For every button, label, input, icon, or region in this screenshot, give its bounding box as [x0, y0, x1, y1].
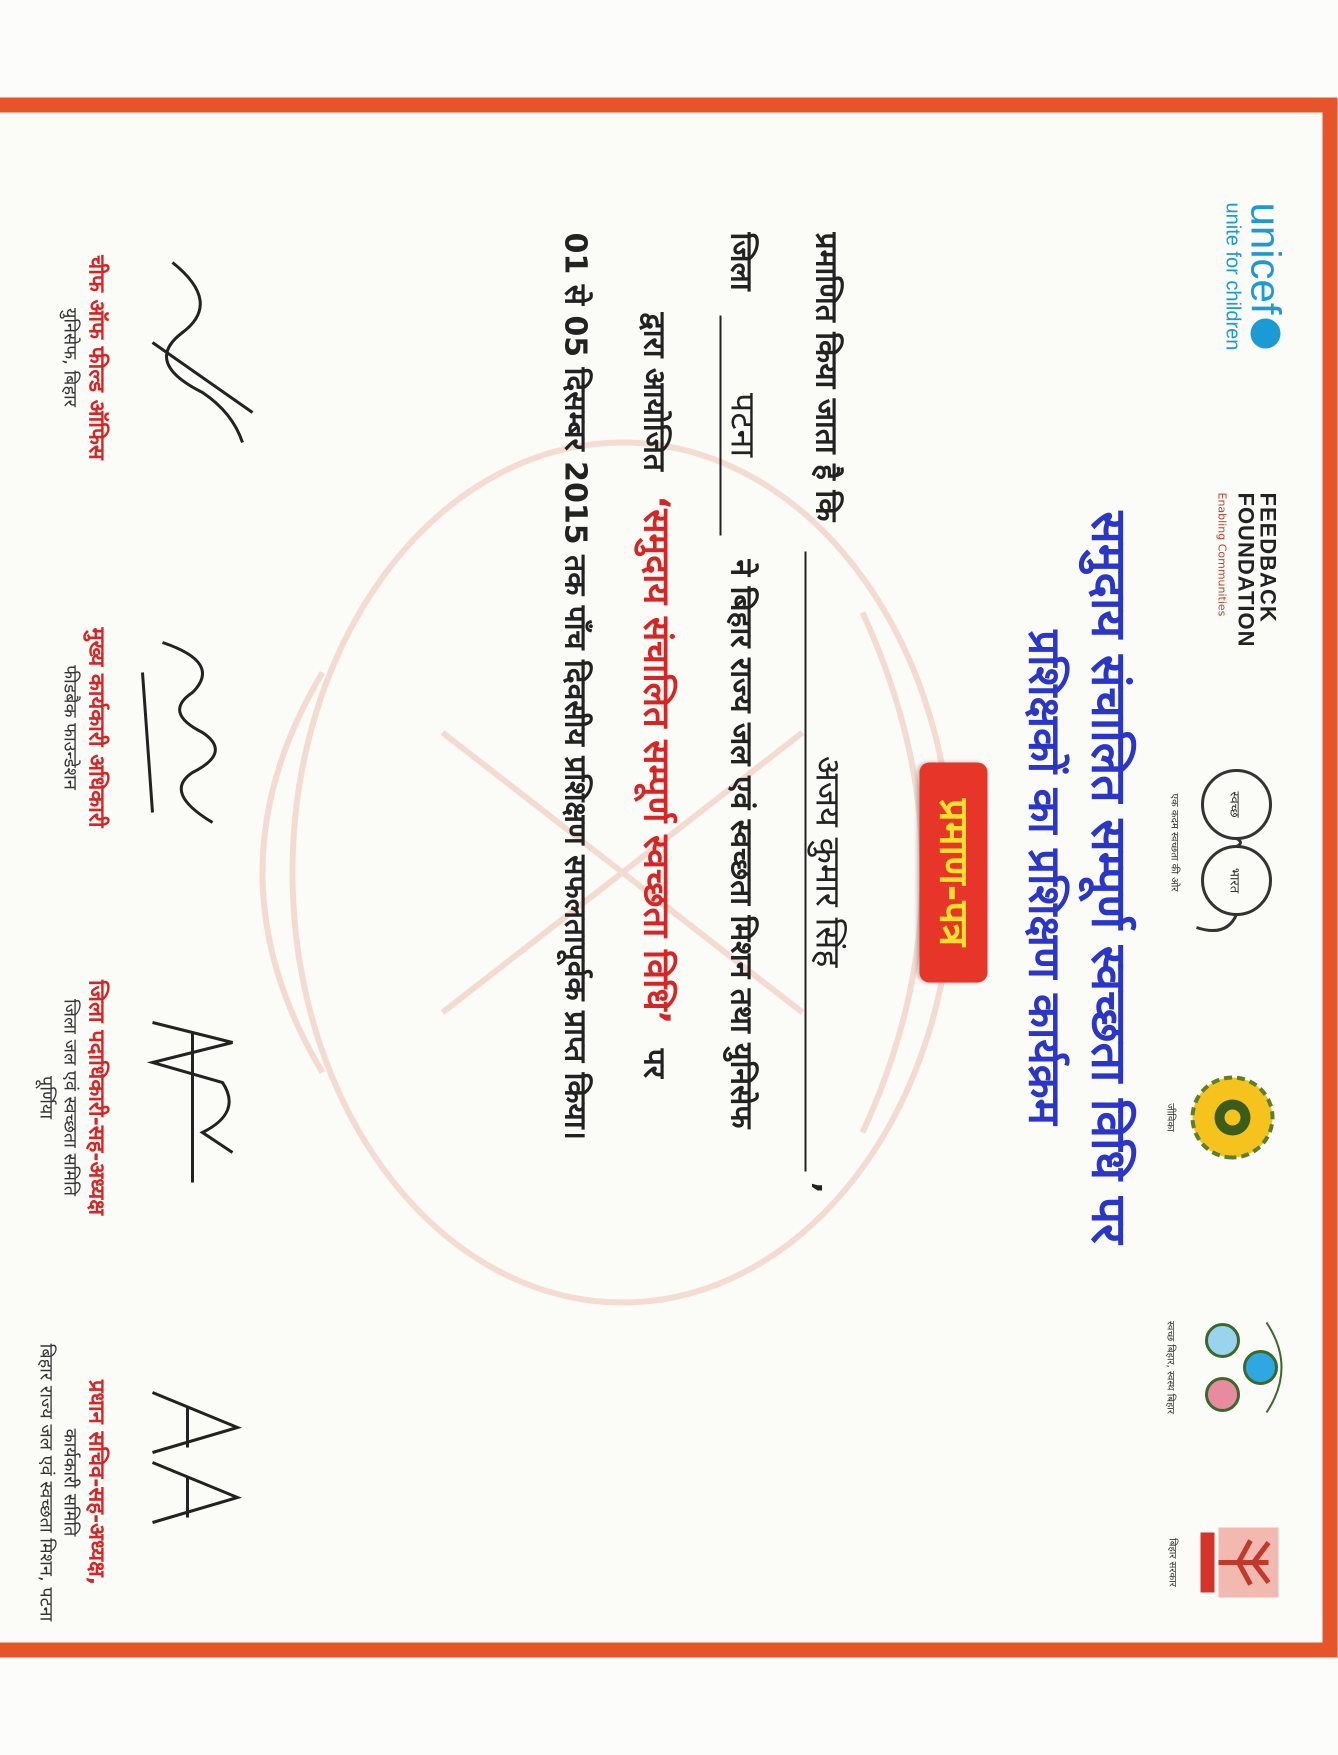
signatory-org: कार्यकारी समिति	[59, 1428, 81, 1537]
feedback-line2: FOUNDATION	[1233, 492, 1259, 648]
body-line-4: 01 से 05 दिसम्बर 2015 तक पाँच दिवसीय प्रशिक्षण सफलतापूर्वक प्राप्त किया।	[557, 232, 593, 1140]
signatory-feedback	[0, 563, 493, 893]
title-line2: प्रशिक्षकों का प्रशिक्षण कार्यक्रम	[1018, 630, 1070, 1125]
water-drops-icon	[1183, 1303, 1287, 1433]
signature-mark	[123, 613, 263, 843]
jeevika-flower-icon	[1183, 1053, 1283, 1183]
signatory-unicef	[0, 193, 493, 523]
signatory-role: मुख्य कार्यकारी अधिकारी	[83, 627, 109, 828]
signatory-role: जिला पदाधिकारी-सह-अध्यक्ष	[83, 979, 109, 1216]
district-label: जिला	[723, 232, 759, 291]
signatory-role: चीफ ऑफ फील्ड ऑफिस	[83, 255, 109, 460]
water-caption: स्वच्छ बिहार, स्वस्थ बिहार	[1164, 1321, 1176, 1414]
unicef-globe-icon	[1251, 319, 1281, 349]
certificate	[0, 98, 1338, 1658]
signatures-section	[0, 193, 493, 1622]
program-name: ‘समुदाय संचालित सम्पूर्ण स्वच्छता विधि’	[635, 495, 677, 1025]
swachh-bharat-logo	[1137, 743, 1287, 943]
body-line-1: प्रमाणित किया जाता है कि अजय कुमार सिंह ,	[805, 233, 853, 1553]
swachh-word1: स्वच्छ	[1226, 791, 1242, 818]
body-line-2	[720, 233, 768, 1553]
body-line-3	[634, 313, 683, 1553]
signatory-org-line2: बिहार राज्य जल एवं स्वच्छता मिशन, पटना	[35, 1343, 57, 1622]
certificate-badge: प्रमाण-पत्र	[920, 763, 988, 983]
swachh-word2: भारत	[1226, 867, 1242, 894]
feedback-sub: Enabling Communities	[1215, 492, 1229, 617]
signatory-district	[0, 933, 493, 1263]
participant-name: अजय कुमार सिंह	[805, 552, 853, 1172]
signatory-org-line2: पूर्णिया	[35, 1075, 57, 1119]
signatory-org: युनिसेफ, बिहार	[59, 307, 81, 408]
bihar-caption: बिहार सरकार	[1166, 1538, 1178, 1587]
title-line1: समुदाय संचालित सम्पूर्ण स्वच्छता विधि पर	[1080, 511, 1137, 1244]
jeevika-caption: जीविका	[1164, 1103, 1176, 1132]
on-text: पर	[636, 1048, 672, 1079]
district-name: पटना	[720, 315, 768, 535]
swachh-caption: एक कदम स्वच्छता की ओर	[1168, 793, 1180, 892]
signature-mark	[123, 243, 263, 473]
feedback-foundation-logo	[1129, 492, 1281, 648]
signatory-org: फीडबैक फाउन्डेशन	[59, 665, 81, 790]
logo-row	[1143, 202, 1293, 1587]
certify-text: प्रमाणित किया जाता है कि	[808, 232, 844, 522]
bihar-govt-logo	[1139, 1503, 1289, 1623]
bihar-tree-icon	[1185, 1503, 1289, 1623]
signature-mark	[123, 1353, 263, 1583]
unicef-tagline: unite for children	[1221, 202, 1244, 351]
organised-by-text: द्वारा आयोजित	[636, 312, 672, 471]
signatory-org: जिला जल एवं स्वच्छता समिति	[59, 999, 81, 1196]
water-sanitation-logo	[1137, 1303, 1287, 1433]
unicef-brand: unicef	[1242, 202, 1290, 315]
signature-mark	[123, 983, 263, 1213]
feedback-line1: FEEDBACK	[1255, 492, 1281, 623]
signatory-principal-secretary	[0, 1303, 493, 1663]
jeevika-logo	[1133, 1053, 1283, 1183]
unicef-logo	[1143, 203, 1293, 373]
swachh-glasses-icon	[1187, 743, 1287, 943]
organiser-text: ने बिहार राज्य जल एवं स्वच्छता मिशन तथा युनिसेफ	[723, 559, 759, 1129]
signatory-role: प्रधान सचिव-सह-अध्यक्ष,	[83, 1379, 109, 1586]
